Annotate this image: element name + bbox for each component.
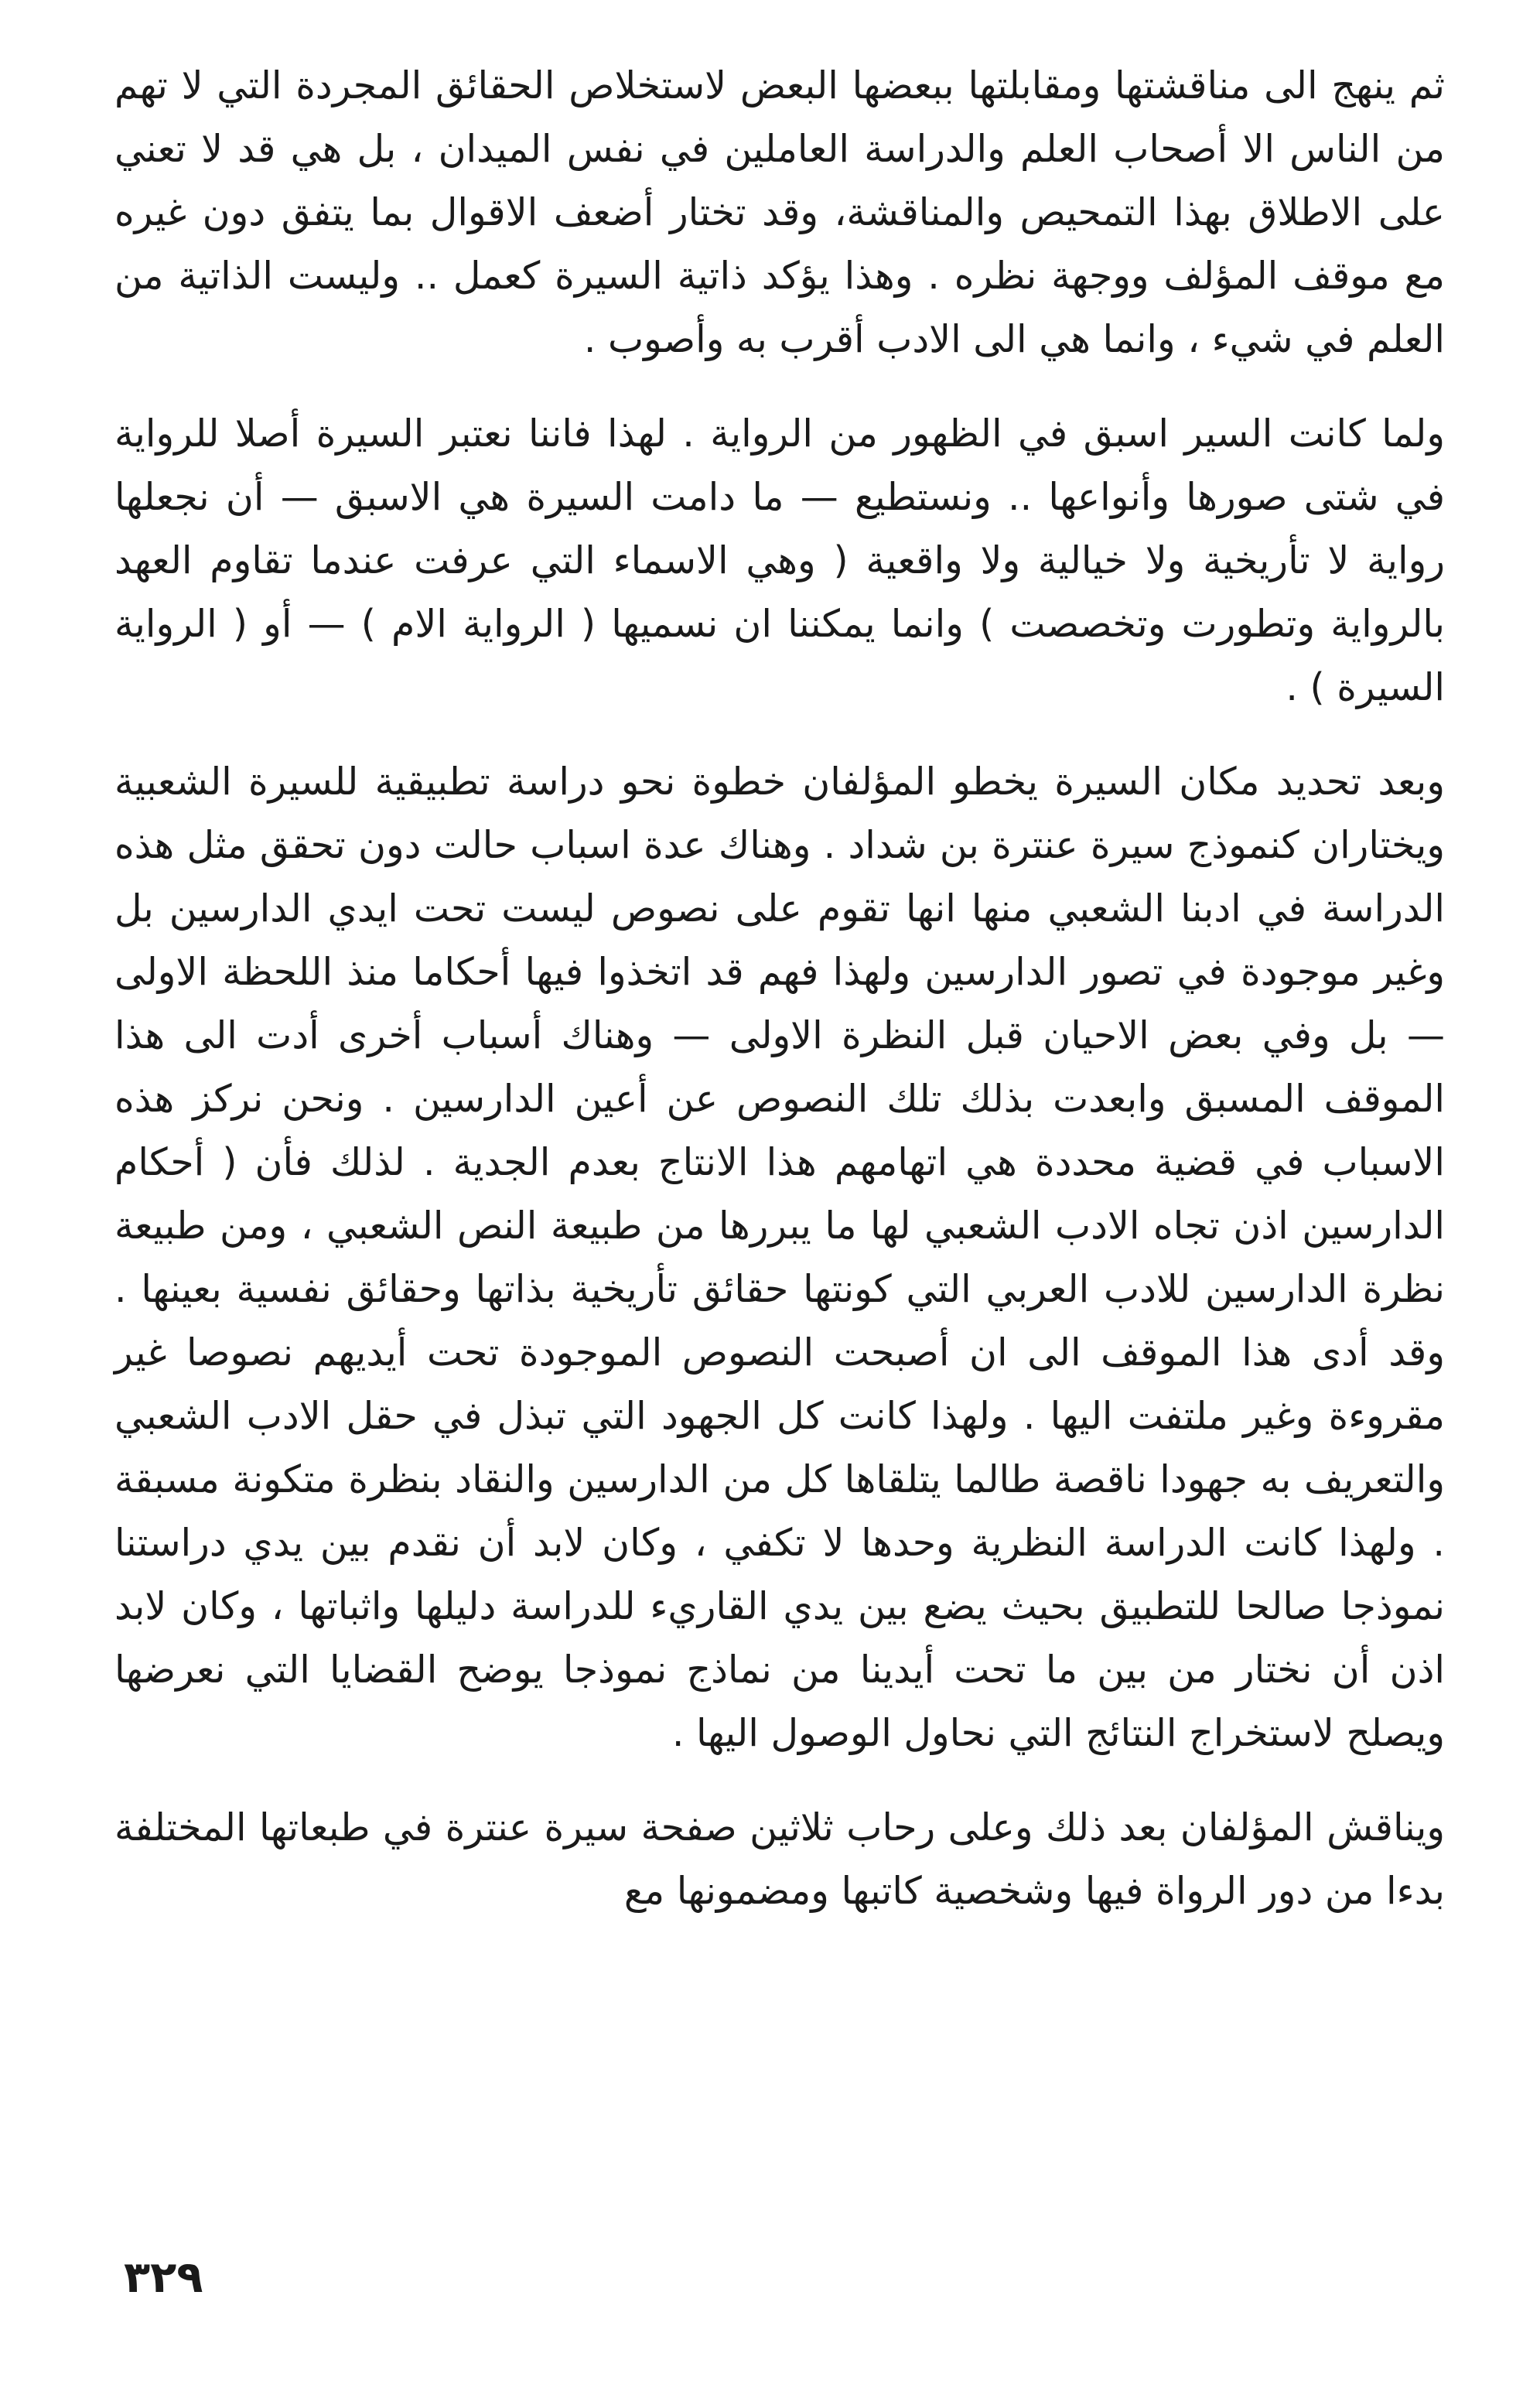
paragraph-3: وبعد تحديد مكان السيرة يخطو المؤلفان خطوة نحو دراسة تطبيقية للسيرة الشعبية ويختاران كنموذج سيرة عنترة بن شداد . وهناك عدة اسباب حالت دون تحقق مثل هذه الدراسة في ادبنا الشعبي منها انها تقوم على نصوص ليست تحت ايدي الدارسين بل وغير موجودة في تصور الدارسين ولهذا فهم قد اتخذوا فيها أحكاما منذ اللحظة الاولى — بل وفي بعض الاحيان قبل النظرة الاولى — وهناك أسباب أخرى أدت الى هذا الموقف المسبق وابعدت بذلك تلك النصوص عن أعين الدارسين . ونحن نركز هذه الاسباب في قضية محددة هي اتهامهم هذا الانتاج بعدم الجدية . لذلك فأن ( أحكام الدارسين اذن تجاه الادب الشعبي لها ما يبررها من طبيعة النص الشعبي ، ومن طبيعة نظرة الدارسين للادب العربي التي كونتها حقائق تأريخية بذاتها وحقائق نفسية بعينها . وقد أدى هذا الموقف الى ان أصبحت النصوص الموجودة تحت أيديهم نصوصا غير مقروءة وغير ملتفت اليها . ولهذا كانت كل الجهود التي تبذل في حقل الادب الشعبي والتعريف به جهودا ناقصة طالما يتلقاها كل من الدارسين والنقاد بنظرة متكونة مسبقة . ولهذا كانت الدراسة النظرية وحدها لا تكفي ، وكان لابد أن نقدم بين يدي دراستنا نموذجا صالحا للتطبيق بحيث يضع بين يدي القاريء للدراسة دليلها واثباتها ، وكان لابد اذن أن نختار من بين ما تحت أيدينا من نماذج نموذجا يوضح القضايا التي نعرضها ويصلح لاستخراج النتائج التي نحاول الوصول اليها . [114,760,1445,1755]
page-number: ٣٢٩ [124,2253,203,2303]
page-body [114,54,1445,2328]
paragraph-2: ولما كانت السير اسبق في الظهور من الرواية . لهذا فاننا نعتبر السيرة أصلا للرواية في شتى صورها وأنواعها .. ونستطيع — ما دامت السيرة هي الاسبق — أن نجعلها رواية لا تأريخية ولا خيالية ولا واقعية ( وهي الاسماء التي عرفت عندما تقاوم العهد بالرواية وتطورت وتخصصت ) وانما يمكننا ان نسميها ( الرواية الام ) — أو ( الرواية السيرة ) . [114,412,1445,709]
paragraph-1: ثم ينهج الى مناقشتها ومقابلتها ببعضها البعض لاستخلاص الحقائق المجردة التي لا تهم من الناس الا أصحاب العلم والدراسة العاملين في نفس الميدان ، بل هي قد لا تعني على الاطلاق بهذا التمحيص والمناقشة، وقد تختار أضعف الاقوال بما يتفق دون غيره مع موقف المؤلف ووجهة نظره . وهذا يؤكد ذاتية السيرة كعمل .. وليست الذاتية من العلم في شيء ، وانما هي الى الادب أقرب به وأصوب . [114,63,1445,361]
paragraph-4: ويناقش المؤلفان بعد ذلك وعلى رحاب ثلاثين صفحة سيرة عنترة في طبعاتها المختلفة بدءا من دور الرواة فيها وشخصية كاتبها ومضمونها مع [114,1805,1445,1913]
